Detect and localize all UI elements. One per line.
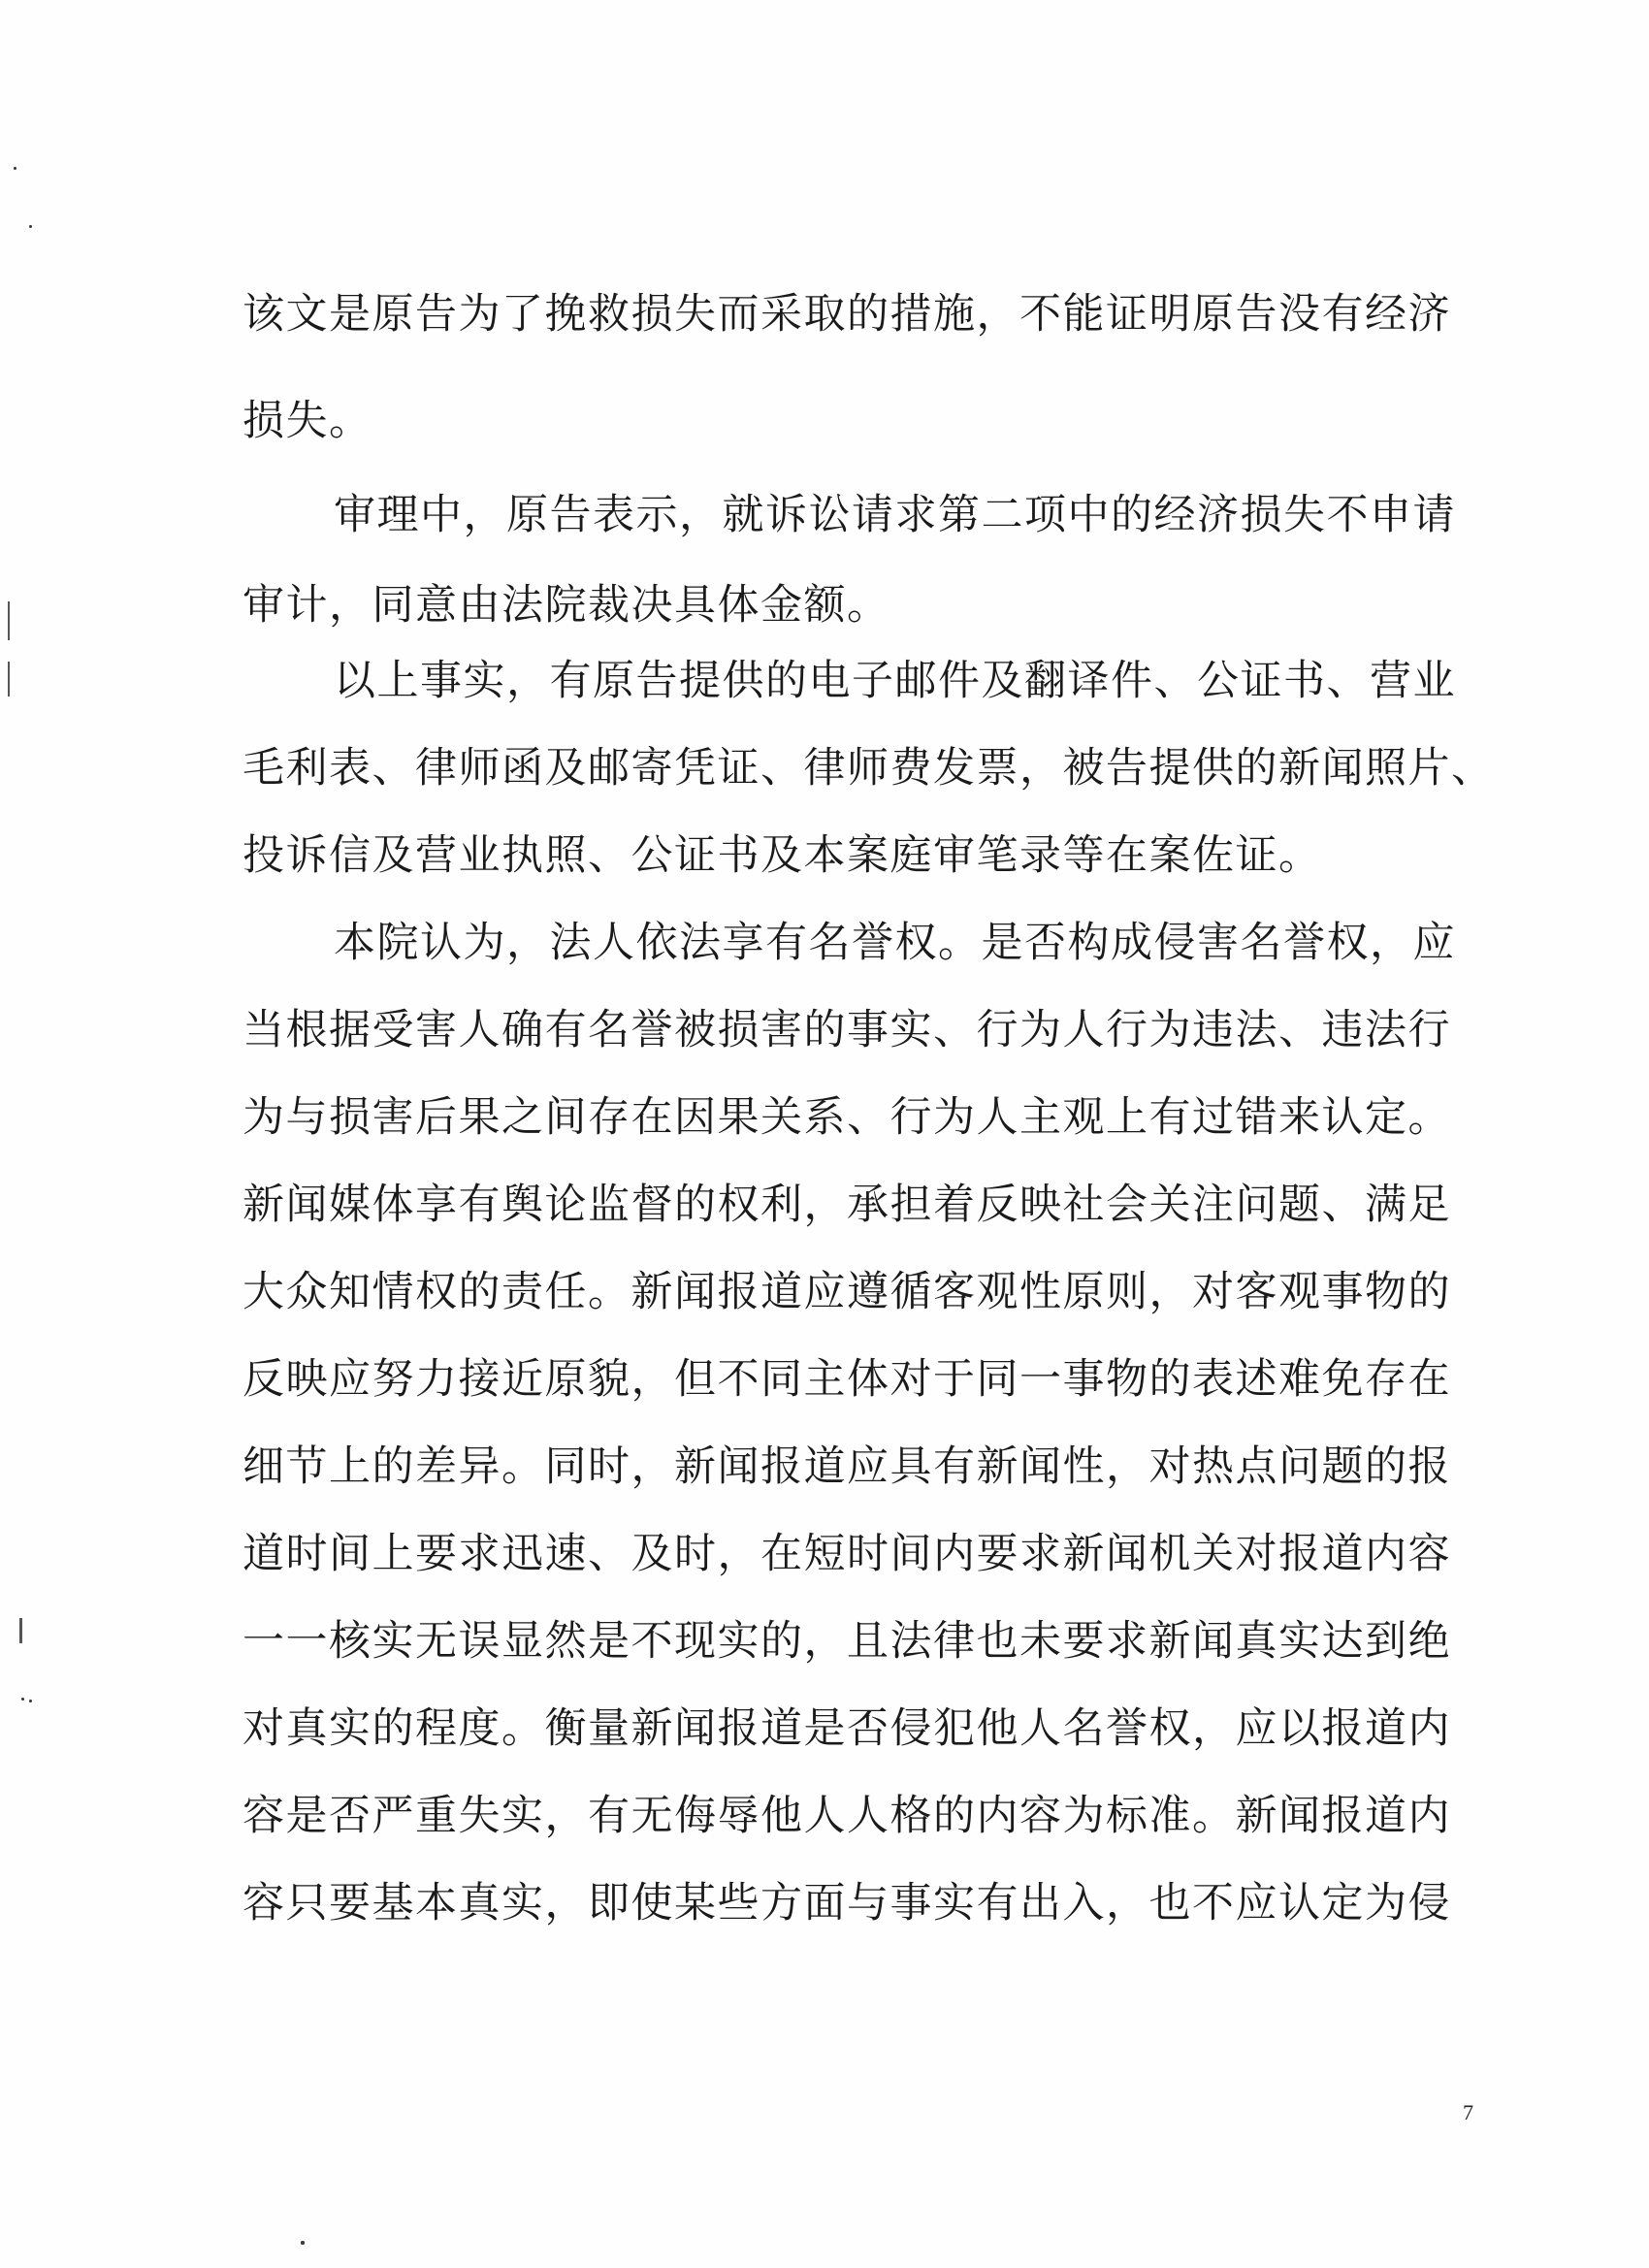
scan-speck bbox=[29, 225, 32, 228]
paragraph-line: 投诉信及营业执照、公证书及本案庭审笔录等在案佐证。 bbox=[242, 831, 1322, 880]
paragraph-line: 毛利表、律师函及邮寄凭证、律师费发票，被告提供的新闻照片、 bbox=[242, 744, 1495, 793]
paragraph-line: 一一核实无误显然是不现实的，且法律也未要求新闻真实达到绝 bbox=[242, 1617, 1451, 1666]
paragraph-line: 对真实的程度。衡量新闻报道是否侵犯他人名誉权，应以报道内 bbox=[242, 1704, 1451, 1753]
scan-mark bbox=[8, 601, 10, 640]
scan-speck bbox=[29, 1700, 32, 1702]
paragraph-line: 容只要基本真实，即使某些方面与事实有出入，也不应认定为侵 bbox=[242, 1879, 1451, 1928]
paragraph-line: 审理中，原告表示，就诉讼请求第二项中的经济损失不申请 bbox=[334, 491, 1456, 539]
paragraph-line: 审计，同意由法院裁决具体金额。 bbox=[242, 581, 890, 630]
paragraph-line: 以上事实，有原告提供的电子邮件及翻译件、公证书、营业 bbox=[334, 657, 1456, 705]
scan-speck bbox=[14, 167, 16, 170]
paragraph-line: 当根据受害人确有名誉被损害的事实、行为人行为违法、违法行 bbox=[242, 1006, 1451, 1054]
paragraph-line: 细节上的差异。同时，新闻报道应具有新闻性，对热点问题的报 bbox=[242, 1442, 1451, 1491]
paragraph-line: 容是否严重失实，有无侮辱他人人格的内容为标准。新闻报道内 bbox=[242, 1792, 1451, 1840]
page-number: 7 bbox=[1463, 2100, 1473, 2124]
paragraph-line: 损失。 bbox=[242, 397, 372, 445]
scan-mark bbox=[19, 1618, 22, 1643]
paragraph-line: 新闻媒体享有舆论监督的权利，承担着反映社会关注问题、满足 bbox=[242, 1181, 1451, 1229]
paragraph-line: 反映应努力接近原貌，但不同主体对于同一事物的表述难免存在 bbox=[242, 1355, 1451, 1404]
paragraph-line: 该文是原告为了挽救损失而采取的措施，不能证明原告没有经济 bbox=[242, 290, 1451, 339]
paragraph-line: 大众知情权的责任。新闻报道应遵循客观性原则，对客观事物的 bbox=[242, 1268, 1451, 1316]
paragraph-line: 道时间上要求迅速、及时，在短时间内要求新闻机关对报道内容 bbox=[242, 1530, 1451, 1578]
paragraph-line: 本院认为，法人依法享有名誉权。是否构成侵害名誉权，应 bbox=[334, 919, 1456, 967]
scan-speck bbox=[301, 2241, 305, 2245]
scan-speck bbox=[21, 1698, 24, 1701]
paragraph-line: 为与损害后果之间存在因果关系、行为人主观上有过错来认定。 bbox=[242, 1093, 1451, 1142]
scan-mark bbox=[8, 662, 10, 697]
